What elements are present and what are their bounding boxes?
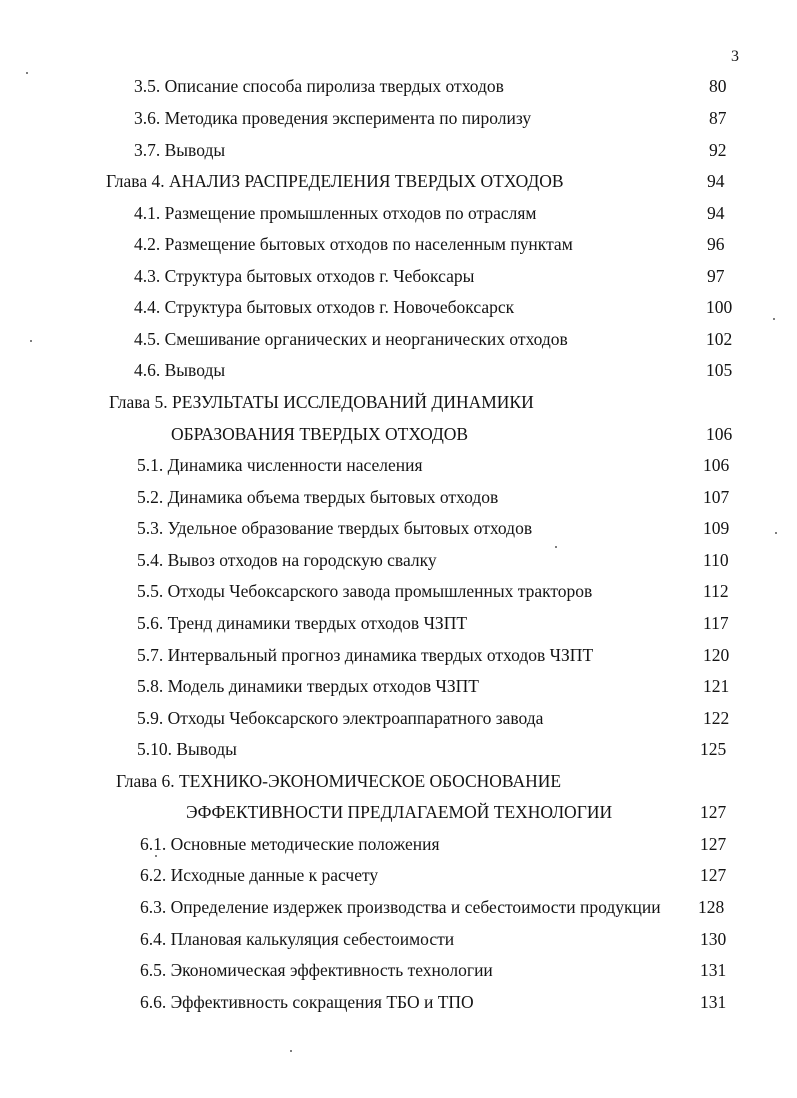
scan-speck — [290, 1050, 292, 1052]
toc-entry-page: 122 — [703, 708, 730, 728]
toc-entry — [134, 72, 760, 100]
toc-entry — [140, 830, 760, 858]
toc-entry — [137, 514, 760, 542]
toc-entry-title: 6.6. Эффективность сокращения ТБО и ТПО — [140, 992, 474, 1012]
toc-entry-page: 110 — [703, 550, 729, 570]
toc-entry — [140, 861, 760, 889]
toc-entry-title: Глава 6. ТЕХНИКО-ЭКОНОМИЧЕСКОЕ ОБОСНОВАНИЕ — [116, 771, 562, 791]
toc-entry-page: 130 — [700, 929, 727, 949]
toc-entry-title: 5.8. Модель динамики твердых отходов ЧЗПТ — [137, 676, 479, 696]
toc-entry-page: 106 — [703, 455, 730, 475]
toc-entry-page: 107 — [703, 487, 730, 507]
toc-entry-title: 4.2. Размещение бытовых отходов по населенным пунктам — [134, 234, 573, 254]
toc-entry-title: 5.3. Удельное образование твердых бытовых отходов — [137, 518, 533, 538]
toc-entry-title: 6.1. Основные методические положения — [140, 834, 440, 854]
toc-entry-title: 5.9. Отходы Чебоксарского электроаппаратного завода — [137, 708, 544, 728]
toc-entry — [134, 356, 760, 384]
scan-speck — [775, 532, 777, 534]
scan-speck — [26, 72, 28, 74]
toc-entry-page: 106 — [706, 424, 733, 444]
toc-entry — [137, 451, 760, 479]
toc-entry-title: 3.7. Выводы — [134, 140, 226, 160]
toc-entry — [134, 293, 760, 321]
scan-speck — [555, 546, 557, 548]
toc-entry-title: 6.3. Определение издержек производства и себестоимости продукции — [140, 897, 661, 917]
toc-entry-page: 128 — [698, 897, 725, 917]
toc-entry — [137, 609, 760, 637]
toc-entry-title: 5.2. Динамика объема твердых бытовых отходов — [137, 487, 499, 507]
page-number: 3 — [731, 48, 739, 65]
toc-entry — [134, 199, 760, 227]
toc-entry-page: 127 — [700, 865, 727, 885]
toc-entry-page: 97 — [707, 266, 725, 286]
toc-entry — [140, 956, 760, 984]
scan-speck — [773, 318, 775, 320]
toc-entry-page: 96 — [707, 234, 725, 254]
toc-entry-page: 100 — [706, 297, 733, 317]
toc-entry-page: 105 — [706, 360, 733, 380]
toc-entry-title: ОБРАЗОВАНИЯ ТВЕРДЫХ ОТХОДОВ — [171, 424, 469, 444]
toc-entry-page: 121 — [703, 676, 730, 696]
toc-entry — [140, 893, 760, 921]
toc-entry — [140, 988, 760, 1016]
toc-entry-title: 6.2. Исходные данные к расчету — [140, 865, 379, 885]
scan-speck — [155, 855, 157, 857]
toc-entry-page: 94 — [707, 171, 725, 191]
toc-entry-title: 4.4. Структура бытовых отходов г. Новочебоксарск — [134, 297, 515, 317]
toc-entry — [137, 641, 760, 669]
toc-entry — [134, 104, 760, 132]
toc-entry-title: 6.4. Плановая калькуляция себестоимости — [140, 929, 455, 949]
toc-entry-page: 109 — [703, 518, 730, 538]
toc-entry-page: 94 — [707, 203, 725, 223]
toc-entry-title: 5.5. Отходы Чебоксарского завода промышленных тракторов — [137, 581, 593, 601]
toc-entry-page: 80 — [709, 76, 727, 96]
toc-entry — [134, 325, 760, 353]
toc-entry-page: 117 — [703, 613, 729, 633]
toc-entry — [134, 262, 760, 290]
toc-entry — [171, 420, 760, 448]
toc-entry-title: 4.1. Размещение промышленных отходов по отраслям — [134, 203, 537, 223]
toc-entry-title: Глава 5. РЕЗУЛЬТАТЫ ИССЛЕДОВАНИЙ ДИНАМИКИ — [109, 392, 534, 412]
toc-entry-title: Глава 4. АНАЛИЗ РАСПРЕДЕЛЕНИЯ ТВЕРДЫХ ОТХОДОВ — [106, 171, 564, 191]
toc-entry-title: 5.1. Динамика численности населения — [137, 455, 423, 475]
toc-entry-page: 92 — [709, 140, 727, 160]
toc-entry — [137, 546, 760, 574]
toc-entry — [134, 230, 760, 258]
toc-entry-page: 127 — [700, 802, 727, 822]
toc-entry — [106, 167, 760, 195]
toc-entry-page: 87 — [709, 108, 727, 128]
toc-entry-title: 5.10. Выводы — [137, 739, 237, 759]
toc-entry-title: 3.5. Описание способа пиролиза твердых отходов — [134, 76, 504, 96]
toc-entry-title: 5.6. Тренд динамики твердых отходов ЧЗПТ — [137, 613, 468, 633]
scan-speck — [30, 340, 32, 342]
toc-entry-title: 4.6. Выводы — [134, 360, 226, 380]
toc-entry — [140, 925, 760, 953]
toc-entry-page: 120 — [703, 645, 730, 665]
toc-entry-page: 125 — [700, 739, 727, 759]
toc-entry-title: ЭФФЕКТИВНОСТИ ПРЕДЛАГАЕМОЙ ТЕХНОЛОГИИ — [186, 802, 613, 822]
toc-entry-page: 112 — [703, 581, 729, 601]
toc-entry — [137, 577, 760, 605]
toc-entry — [137, 483, 760, 511]
toc-entry — [137, 704, 760, 732]
toc-entry-title: 6.5. Экономическая эффективность технологии — [140, 960, 493, 980]
toc-entry — [186, 798, 760, 826]
toc-entry — [134, 136, 760, 164]
toc-entry-title: 5.7. Интервальный прогноз динамика твердых отходов ЧЗПТ — [137, 645, 594, 665]
toc-entry-title: 4.5. Смешивание органических и неорганических отходов — [134, 329, 568, 349]
toc-entry-title: 5.4. Вывоз отходов на городскую свалку — [137, 550, 437, 570]
toc-entry-page: 102 — [706, 329, 733, 349]
toc-entry-title: 3.6. Методика проведения эксперимента по пиролизу — [134, 108, 532, 128]
toc-entry — [109, 388, 760, 416]
toc-entry — [137, 672, 760, 700]
toc-entry-page: 127 — [700, 834, 727, 854]
toc-entry — [116, 767, 760, 795]
toc-entry — [137, 735, 760, 763]
toc-entry-page: 131 — [700, 960, 727, 980]
toc-entry-title: 4.3. Структура бытовых отходов г. Чебоксары — [134, 266, 475, 286]
toc-entry-page: 131 — [700, 992, 727, 1012]
